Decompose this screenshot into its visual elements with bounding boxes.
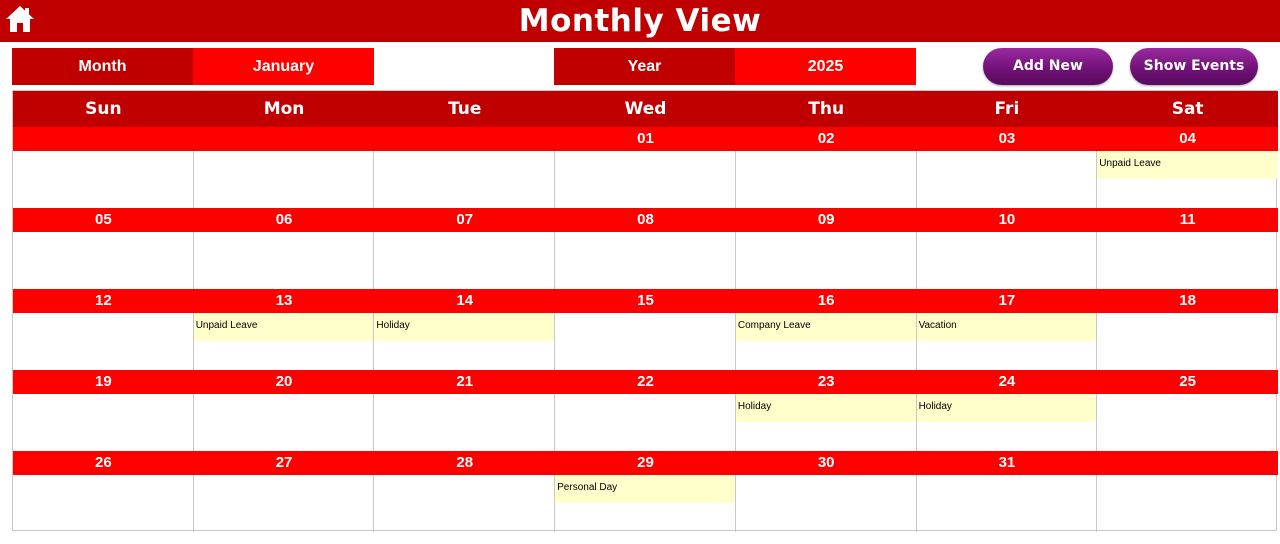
date-number: 27: [275, 454, 293, 471]
event-entry[interactable]: Vacation: [917, 313, 1097, 341]
date-number: 11: [1179, 211, 1196, 228]
day-cell[interactable]: [736, 151, 917, 208]
day-cell[interactable]: [555, 394, 736, 451]
date-number: 15: [637, 292, 654, 309]
day-cell[interactable]: [13, 232, 194, 289]
year-label: Year: [554, 48, 735, 85]
day-cell[interactable]: [374, 475, 555, 532]
month-selector[interactable]: January: [193, 48, 374, 85]
day-cell[interactable]: [917, 313, 1098, 370]
event-entry[interactable]: Holiday: [917, 394, 1097, 422]
day-cell[interactable]: [194, 394, 375, 451]
day-cell[interactable]: [374, 394, 555, 451]
date-number: 07: [456, 211, 474, 228]
day-cell[interactable]: [917, 151, 1098, 208]
day-cell[interactable]: [1097, 475, 1278, 532]
day-cell[interactable]: [13, 151, 194, 208]
date-number: 10: [998, 211, 1016, 228]
event-entry[interactable]: Personal Day: [555, 475, 735, 503]
date-number: 29: [637, 454, 654, 471]
day-cell[interactable]: [194, 232, 375, 289]
day-cell[interactable]: [194, 151, 375, 208]
day-cell[interactable]: [13, 313, 194, 370]
day-cell[interactable]: [374, 313, 555, 370]
weekday-wed: Wed: [624, 99, 667, 119]
year-selector[interactable]: 2025: [735, 48, 916, 85]
date-number: 01: [637, 130, 654, 147]
day-cell[interactable]: [194, 313, 375, 370]
weekday-sun: Sun: [85, 99, 122, 119]
day-cell[interactable]: [374, 151, 555, 208]
date-number: 20: [275, 373, 293, 390]
date-number: 17: [998, 292, 1016, 309]
weekday-fri: Fri: [994, 99, 1020, 119]
home-icon[interactable]: [4, 3, 36, 35]
event-entry[interactable]: Company Leave: [736, 313, 916, 341]
date-number: [1097, 451, 1278, 475]
day-cell[interactable]: [1097, 394, 1278, 451]
date-number: 06: [275, 211, 293, 228]
weekday-header: [13, 91, 1278, 127]
weekday-mon: Mon: [263, 99, 305, 119]
day-cell[interactable]: [13, 394, 194, 451]
page-title: Monthly View: [518, 3, 762, 39]
day-cell[interactable]: [1097, 232, 1278, 289]
event-entry[interactable]: Holiday: [736, 394, 916, 422]
date-number: 23: [817, 373, 835, 390]
date-number: [13, 127, 194, 151]
calendar-grid: [12, 90, 1277, 531]
date-number: 31: [998, 454, 1016, 471]
date-number: 03: [998, 130, 1016, 147]
event-entry[interactable]: Unpaid Leave: [1097, 151, 1278, 179]
day-cell[interactable]: [555, 151, 736, 208]
day-cell[interactable]: [736, 313, 917, 370]
date-number: 19: [95, 373, 112, 390]
date-number: 02: [817, 130, 835, 147]
day-cell[interactable]: [736, 394, 917, 451]
day-cell[interactable]: [194, 475, 375, 532]
day-cell[interactable]: [917, 475, 1098, 532]
weekday-sat: Sat: [1171, 99, 1204, 119]
add-new-button[interactable]: Add New: [983, 48, 1113, 85]
date-number: 18: [1179, 292, 1196, 309]
day-cell[interactable]: [555, 313, 736, 370]
day-cell[interactable]: [1097, 313, 1278, 370]
date-number: [194, 127, 375, 151]
day-cell[interactable]: [555, 232, 736, 289]
day-cell[interactable]: [917, 394, 1098, 451]
day-cell[interactable]: [555, 475, 736, 532]
event-entry[interactable]: Holiday: [374, 313, 554, 341]
day-cell[interactable]: [1097, 151, 1278, 208]
day-cell[interactable]: [13, 475, 194, 532]
weekday-tue: Tue: [448, 99, 482, 119]
date-number: 30: [817, 454, 835, 471]
weekday-thu: Thu: [808, 99, 845, 119]
date-number: 12: [95, 292, 112, 309]
date-number: 26: [95, 454, 112, 471]
date-number: 09: [817, 211, 835, 228]
date-number: 28: [456, 454, 474, 471]
date-number: 24: [998, 373, 1016, 390]
day-cell[interactable]: [917, 232, 1098, 289]
date-number: [374, 127, 555, 151]
day-cell[interactable]: [736, 232, 917, 289]
date-number: 13: [275, 292, 293, 309]
date-number: 21: [456, 373, 474, 390]
event-entry[interactable]: Unpaid Leave: [194, 313, 374, 341]
date-number: 16: [817, 292, 835, 309]
date-number: 04: [1179, 130, 1196, 147]
month-label: Month: [12, 48, 193, 85]
date-number: 05: [95, 211, 112, 228]
show-events-button[interactable]: Show Events: [1130, 48, 1258, 85]
date-number: 08: [637, 211, 654, 228]
day-cell[interactable]: [374, 232, 555, 289]
date-number: 25: [1179, 373, 1196, 390]
date-number: 22: [637, 373, 654, 390]
day-cell[interactable]: [736, 475, 917, 532]
date-number: 14: [456, 292, 474, 309]
